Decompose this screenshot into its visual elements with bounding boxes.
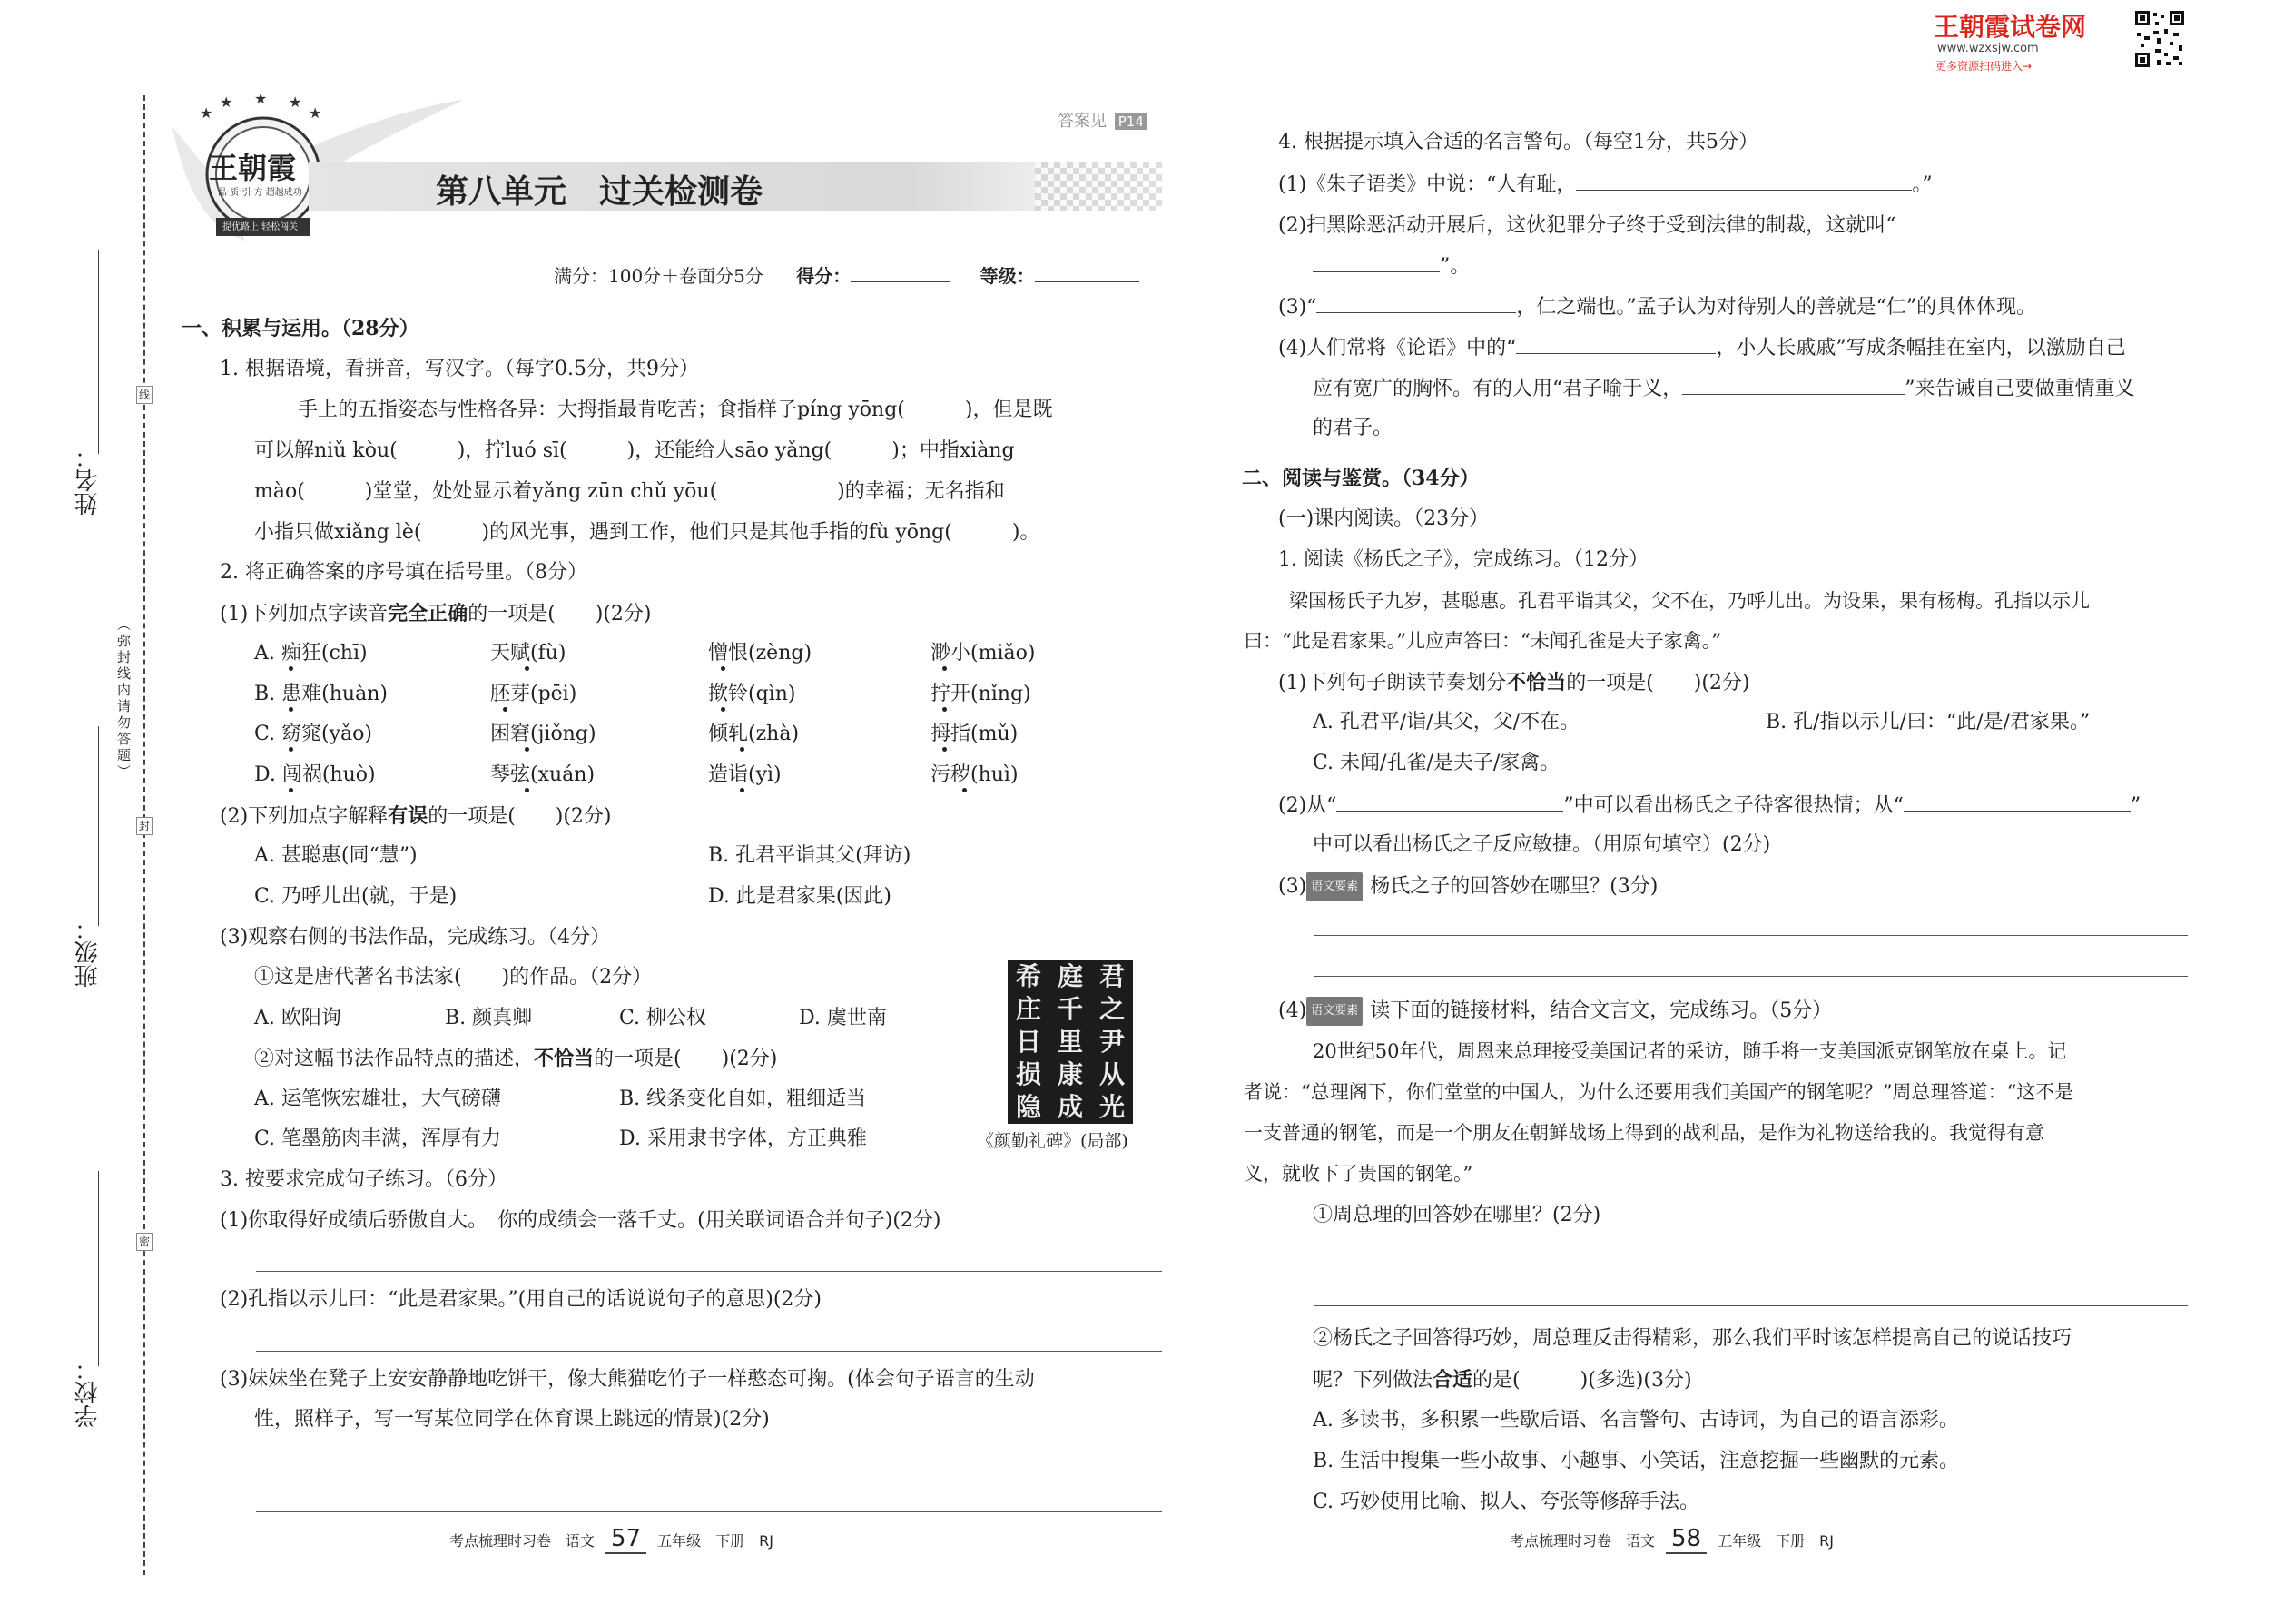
q2-2-pre: (2)下列加点字解释 bbox=[220, 805, 389, 828]
calligraphy-char: 日 bbox=[1015, 1027, 1041, 1057]
logo-subtitle: 品·质·引·方 超越成功 bbox=[218, 188, 302, 198]
q4-4-blank-2[interactable] bbox=[1682, 374, 1905, 395]
q2-1-opt: 污秽(huì) bbox=[930, 763, 1019, 786]
q2-1-opt: 困窘(jiǒng) bbox=[490, 723, 596, 745]
q4-2-post: ”。 bbox=[1440, 255, 1471, 278]
r1-4-b-pre: 呢？下列做法 bbox=[1313, 1369, 1433, 1392]
answer-ref-label: 答案见 bbox=[1058, 112, 1107, 131]
q2-1-opt: C. 窈窕(yǎo) bbox=[254, 723, 372, 745]
q4-4-blank-1[interactable] bbox=[1516, 333, 1716, 354]
footer-series: 考点梳理时习卷 语文 bbox=[449, 1532, 596, 1550]
svg-text:★: ★ bbox=[254, 91, 268, 107]
score-info bbox=[554, 261, 1139, 290]
q2-1-opt: 憎恨(zèng) bbox=[708, 642, 812, 664]
grade-blank[interactable] bbox=[1035, 261, 1139, 282]
r1-4-b-line2 bbox=[1313, 1366, 1692, 1394]
right-footer bbox=[1510, 1525, 1834, 1554]
r1-4-pre: (4) bbox=[1278, 999, 1307, 1022]
brand-block bbox=[1934, 7, 2188, 73]
q2-2-opt: C. 乃呼儿出(就，于是) bbox=[254, 885, 458, 908]
calligraphy-image bbox=[1008, 960, 1133, 1124]
q4-4-line3: 的君子。 bbox=[1313, 417, 1393, 439]
r1-1-opt: A. 孔君平/诣/其父，父/不在。 bbox=[1313, 711, 1580, 733]
q2-3-prompt: (3)观察右侧的书法作品，完成练习。（4分） bbox=[220, 926, 611, 949]
qr-code[interactable] bbox=[2133, 9, 2186, 69]
q2-2-opt: D. 此是君家果(因此) bbox=[708, 885, 892, 908]
q2-3-b-pre: ②对这幅书法作品特点的描述， bbox=[254, 1048, 535, 1070]
r1-4-b-emph: 合适 bbox=[1433, 1368, 1473, 1392]
r1-1-prompt bbox=[1278, 669, 1750, 697]
q2-3-b-emph: 不恰当 bbox=[534, 1047, 595, 1070]
q4-4-line2 bbox=[1313, 374, 2135, 403]
q4-4-line2-post: ”来告诫自己要做重情重义 bbox=[1905, 378, 2135, 400]
element-tag: 语文要素 bbox=[1306, 997, 1363, 1026]
q4-4-pre: (4)人们常将《论语》中的“ bbox=[1278, 337, 1517, 359]
footer-grade: 五年级 下册 RJ bbox=[1718, 1532, 1834, 1550]
r1-4 bbox=[1278, 997, 1832, 1026]
q2-1-prompt bbox=[220, 600, 652, 628]
q4-4-mid: ，小人长戚戚”写成条幅挂在室内，以激励自己 bbox=[1716, 337, 2126, 359]
r1-3-text: 杨氏之子的回答妙在哪里？(3分) bbox=[1370, 875, 1659, 898]
q2-3-a-opt: A. 欧阳询 bbox=[254, 1007, 341, 1029]
r1-4-text: 读下面的链接材料，结合文言文，完成练习。（5分） bbox=[1370, 999, 1833, 1022]
q4-2 bbox=[1278, 211, 2132, 240]
link-line: 一支普通的钢笔，而是一个朋友在朝鲜战场上得到的战利品，是作为礼物送给我的。我觉得有意 bbox=[1244, 1122, 2044, 1144]
q2-3-b-opt: C. 笔墨筋肉丰满，浑厚有力 bbox=[254, 1127, 502, 1150]
footer-grade: 五年级 下册 RJ bbox=[657, 1532, 773, 1550]
answer-line[interactable] bbox=[256, 1511, 1162, 1512]
q2-3-b-opt: D. 采用隶书字体，方正典雅 bbox=[619, 1127, 867, 1150]
section2-sub: (一)课内阅读。（23分） bbox=[1278, 507, 1490, 530]
q2-3-b-opt: B. 线条变化自如，粗细适当 bbox=[619, 1088, 867, 1110]
answer-line[interactable] bbox=[256, 1351, 1162, 1352]
calligraphy-char: 隐 bbox=[1015, 1092, 1041, 1122]
q2-1-opt: 天赋(fù) bbox=[490, 642, 566, 664]
r1-1-post: 的一项是( )(2分) bbox=[1566, 672, 1750, 694]
seal-mark: 封 bbox=[136, 817, 153, 835]
r1-4-b-post: 的是( )(多选)(3分) bbox=[1472, 1369, 1692, 1392]
calligraphy-caption: 《颜勤礼碑》(局部) bbox=[977, 1131, 1128, 1151]
r1-prompt: 1. 阅读《杨氏之子》，完成练习。（12分） bbox=[1278, 548, 1649, 571]
q4-2-cont bbox=[1313, 251, 1470, 281]
q3-1-prompt: (1)你取得好成绩后骄傲自大。 你的成绩会一落千丈。(用关联词语合并句子)(2分) bbox=[220, 1209, 941, 1232]
q4-4-line2-pre: 应有宽广的胸怀。有的人用“君子喻于义， bbox=[1313, 378, 1683, 400]
q3-3-prompt-cont: 性，照样子，写一写某位同学在体育课上跳远的情景)(2分) bbox=[254, 1408, 770, 1431]
score-line: 满分：100分＋卷面分5分 bbox=[554, 265, 763, 287]
q1-prompt: 1. 根据语境，看拼音，写汉字。（每字0.5分，共9分） bbox=[220, 358, 699, 380]
calligraphy-char: 之 bbox=[1098, 994, 1125, 1024]
r1-1-opt: C. 未闻/孔雀/是夫子/家禽。 bbox=[1313, 752, 1561, 774]
calligraphy-char: 希 bbox=[1015, 961, 1041, 991]
answer-line[interactable] bbox=[1314, 1305, 2188, 1306]
answer-line[interactable] bbox=[1314, 976, 2188, 977]
r1-3-pre: (3) bbox=[1278, 875, 1307, 898]
svg-text:★: ★ bbox=[309, 104, 322, 122]
score-label: 得分： bbox=[796, 265, 852, 287]
q2-3-b-opt: A. 运笔恢宏雄壮，大气磅礴 bbox=[254, 1088, 501, 1110]
binding-dashed-line bbox=[143, 95, 145, 1575]
q4-1-pre: (1)《朱子语类》中说：“人有耻， bbox=[1278, 173, 1577, 196]
r1-3 bbox=[1278, 872, 1658, 901]
q2-1-opt: 揿铃(qìn) bbox=[708, 683, 796, 705]
line-mark: 线 bbox=[136, 386, 153, 404]
q2-1-opt: 琴弦(xuán) bbox=[490, 763, 596, 786]
calligraphy-char: 成 bbox=[1057, 1092, 1083, 1122]
calligraphy-char: 光 bbox=[1098, 1092, 1125, 1122]
logo-banner: 提优路上 轻松闯关 bbox=[222, 222, 299, 232]
answer-ref-page: P14 bbox=[1115, 113, 1147, 130]
q2-1-opt: 拧开(nǐng) bbox=[930, 683, 1031, 705]
school-label: 学校： bbox=[74, 1357, 102, 1428]
r1-4-b: ②杨氏之子回答得巧妙，周总理反击得精彩，那么我们平时该怎样提高自己的说话技巧 bbox=[1313, 1327, 2072, 1350]
q4-prompt: 4. 根据提示填入合适的名言警句。（每空1分，共5分） bbox=[1278, 131, 1758, 153]
logo-text: 王朝霞 bbox=[209, 151, 297, 185]
page-number: 57 bbox=[605, 1525, 646, 1554]
r1-4-b-opt: B. 生活中搜集一些小故事、小趣事、小笑话，注意挖掘一些幽默的元素。 bbox=[1313, 1450, 1960, 1472]
q2-1-emph: 完全正确 bbox=[388, 602, 468, 625]
r1-4-b-opt: C. 巧妙使用比喻、拟人、夸张等修辞手法。 bbox=[1313, 1491, 1700, 1513]
q3-prompt: 3. 按要求完成句子练习。（6分） bbox=[220, 1168, 507, 1191]
answer-line[interactable] bbox=[256, 1271, 1162, 1272]
class-field[interactable] bbox=[98, 726, 99, 926]
q2-1-opt: A. 痴狂(chī) bbox=[254, 642, 368, 664]
page-title: 第八单元 过关检测卷 bbox=[436, 173, 763, 211]
r1-2-blank-1[interactable] bbox=[1336, 791, 1563, 812]
q4-3-pre: (3)“ bbox=[1278, 296, 1317, 319]
name-field[interactable] bbox=[98, 250, 99, 454]
q2-1-pre: (1)下列加点字读音 bbox=[220, 603, 389, 625]
calligraphy-char: 庄 bbox=[1015, 994, 1041, 1024]
r1-4-a: ①周总理的回答妙在哪里？(2分) bbox=[1313, 1204, 1601, 1226]
grade-label: 等级： bbox=[980, 265, 1035, 287]
q1-line: 可以解niǔ kòu( )，拧luó sī( )，还能给人sāo yǎng( )；中指xiàng bbox=[254, 439, 1015, 462]
q2-3-a-opt: D. 虞世南 bbox=[799, 1007, 887, 1029]
q4-2-blank[interactable] bbox=[1895, 211, 2132, 231]
q2-prompt: 2. 将正确答案的序号填在括号里。（8分） bbox=[220, 561, 587, 584]
q4-3-blank[interactable] bbox=[1316, 292, 1516, 313]
r1-2-pre: (2)从“ bbox=[1278, 794, 1337, 817]
q2-1-opt: 造诣(yì) bbox=[708, 763, 782, 786]
q2-1-opt: D. 闯祸(huò) bbox=[254, 763, 376, 786]
q2-1-opt: 倾轧(zhà) bbox=[708, 723, 800, 745]
link-line: 者说：“总理阁下，你们堂堂的中国人，为什么还要用我们美国产的钢笔呢？”周总理答道：“这不是 bbox=[1244, 1081, 2074, 1103]
q2-3-b-prompt bbox=[254, 1045, 777, 1073]
calligraphy-char: 康 bbox=[1057, 1059, 1083, 1089]
r1-4-b-opt: A. 多读书，多积累一些歇后语、名言警句、古诗词，为自己的语言添彩。 bbox=[1313, 1409, 1959, 1432]
r1-1-emph: 不恰当 bbox=[1506, 671, 1567, 694]
svg-text:★: ★ bbox=[220, 94, 233, 111]
q2-1-opt: 渺小(miǎo) bbox=[930, 642, 1036, 664]
page-number: 58 bbox=[1666, 1525, 1707, 1554]
seal-note: （弥封线内请勿答题） bbox=[115, 617, 132, 781]
title-checker bbox=[1035, 162, 1162, 211]
r1-2-line2: 中可以看出杨氏之子反应敏捷。（用原句填空）(2分) bbox=[1313, 833, 1771, 856]
r1-1-pre: (1)下列句子朗读节奏划分 bbox=[1278, 672, 1507, 694]
answer-reference bbox=[1058, 108, 1147, 132]
q3-3-prompt: (3)妹妹坐在凳子上安安静静地吃饼干，像大熊猫吃竹子一样憨态可掬。(体会句子语言的生动 bbox=[220, 1368, 1035, 1391]
q2-2-post: 的一项是( )(2分) bbox=[428, 805, 612, 828]
q4-2-pre: (2)扫黑除恶活动开展后，这伙犯罪分子终于受到法律的制裁，这就叫“ bbox=[1278, 214, 1896, 237]
r1-2 bbox=[1278, 791, 2141, 820]
secret-mark: 密 bbox=[136, 1233, 153, 1251]
link-line: 20世纪50年代，周恩来总理接受美国记者的采访，随手将一支美国派克钢笔放在桌上。记 bbox=[1313, 1040, 2067, 1062]
binding-strip bbox=[0, 0, 154, 1624]
q1-line: 手上的五指姿态与性格各异：大拇指最肯吃苦；食指样子píng yōng( )，但是既 bbox=[298, 399, 1053, 421]
q4-1-blank[interactable] bbox=[1576, 170, 1912, 191]
score-blank[interactable] bbox=[851, 261, 950, 282]
r1-1-opt: B. 孔/指以示儿/曰：“此/是/君家果。” bbox=[1766, 711, 2091, 733]
class-label: 班级： bbox=[74, 917, 102, 988]
left-footer bbox=[449, 1525, 773, 1554]
q2-3-a-opt: C. 柳公权 bbox=[619, 1007, 707, 1029]
section1-heading: 一、积累与运用。（28分） bbox=[182, 317, 419, 340]
q2-2-opt: A. 甚聪惠(同“慧”) bbox=[254, 844, 418, 867]
q4-3 bbox=[1278, 292, 2036, 321]
brand-name: 王朝霞试卷网 bbox=[1934, 12, 2087, 42]
q2-1-opt: 胚芽(pēi) bbox=[490, 683, 577, 705]
r1-2-blank-2[interactable] bbox=[1904, 791, 2131, 812]
q4-2-blank-cont[interactable] bbox=[1313, 251, 1440, 272]
q4-1-post: 。” bbox=[1912, 173, 1933, 196]
q1-line: 小指只做xiǎng lè( )的风光事，遇到工作，他们只是其他手指的fù yōng( )。 bbox=[254, 521, 1040, 544]
calligraphy-char: 庭 bbox=[1057, 961, 1083, 991]
q3-2-prompt: (2)孔指以示儿曰：“此是君家果。”(用自己的话说说句子的意思)(2分) bbox=[220, 1288, 822, 1311]
brand-url[interactable]: www.wzxsjw.com bbox=[1937, 42, 2039, 55]
element-tag: 语文要素 bbox=[1306, 872, 1363, 901]
link-line: 义，就收下了贵国的钢笔。” bbox=[1244, 1163, 1473, 1185]
svg-text:★: ★ bbox=[289, 94, 302, 111]
calligraphy-char: 尹 bbox=[1098, 1027, 1125, 1057]
q4-4 bbox=[1278, 333, 2126, 362]
r1-2-post: ” bbox=[2130, 794, 2141, 817]
brand-scan-tip: 更多资源扫码进入→ bbox=[1935, 60, 2033, 73]
q1-line: mào( )堂堂，处处显示着yǎng zūn chǔ yōu( )的幸福；无名指和 bbox=[254, 480, 1005, 503]
q4-1 bbox=[1278, 170, 1933, 199]
q2-3-a-prompt: ①这是唐代著名书法家( )的作品。（2分） bbox=[254, 966, 653, 989]
passage-line: 梁国杨氏子九岁，甚聪惠。孔君平诣其父，父不在，乃呼儿出。为设果，果有杨梅。孔指以示儿 bbox=[1289, 590, 2090, 612]
school-field[interactable] bbox=[98, 1171, 99, 1366]
calligraphy-char: 从 bbox=[1098, 1059, 1125, 1089]
passage-line: 曰：“此是君家果。”儿应声答曰：“未闻孔雀是夫子家禽。” bbox=[1244, 630, 1721, 652]
q2-3-a-opt: B. 颜真卿 bbox=[445, 1007, 533, 1029]
q2-2-opt: B. 孔君平诣其父(拜访) bbox=[708, 844, 911, 867]
section2-heading: 二、阅读与鉴赏。（34分） bbox=[1242, 467, 1480, 490]
svg-text:★: ★ bbox=[200, 104, 213, 122]
q2-1-opt: B. 患难(huàn) bbox=[254, 683, 388, 705]
answer-line[interactable] bbox=[1314, 935, 2188, 936]
calligraphy-char: 千 bbox=[1057, 994, 1083, 1024]
r1-2-mid: ”中可以看出杨氏之子待客很热情；从“ bbox=[1563, 794, 1904, 817]
calligraphy-char: 君 bbox=[1098, 961, 1125, 991]
q2-2-prompt bbox=[220, 802, 612, 831]
q2-3-b-post: 的一项是( )(2分) bbox=[594, 1048, 778, 1070]
footer-series: 考点梳理时习卷 语文 bbox=[1510, 1532, 1656, 1550]
calligraphy-char: 损 bbox=[1015, 1059, 1041, 1089]
calligraphy-char: 里 bbox=[1057, 1027, 1083, 1057]
q4-3-post: ，仁之端也。”孟子认为对待别人的善就是“仁”的具体体现。 bbox=[1516, 296, 2037, 319]
q2-1-opt: 拇指(mǔ) bbox=[930, 723, 1019, 745]
name-label: 姓名： bbox=[74, 445, 102, 516]
q2-2-emph: 有误 bbox=[388, 804, 428, 828]
q2-1-post: 的一项是( )(2分) bbox=[468, 603, 652, 625]
